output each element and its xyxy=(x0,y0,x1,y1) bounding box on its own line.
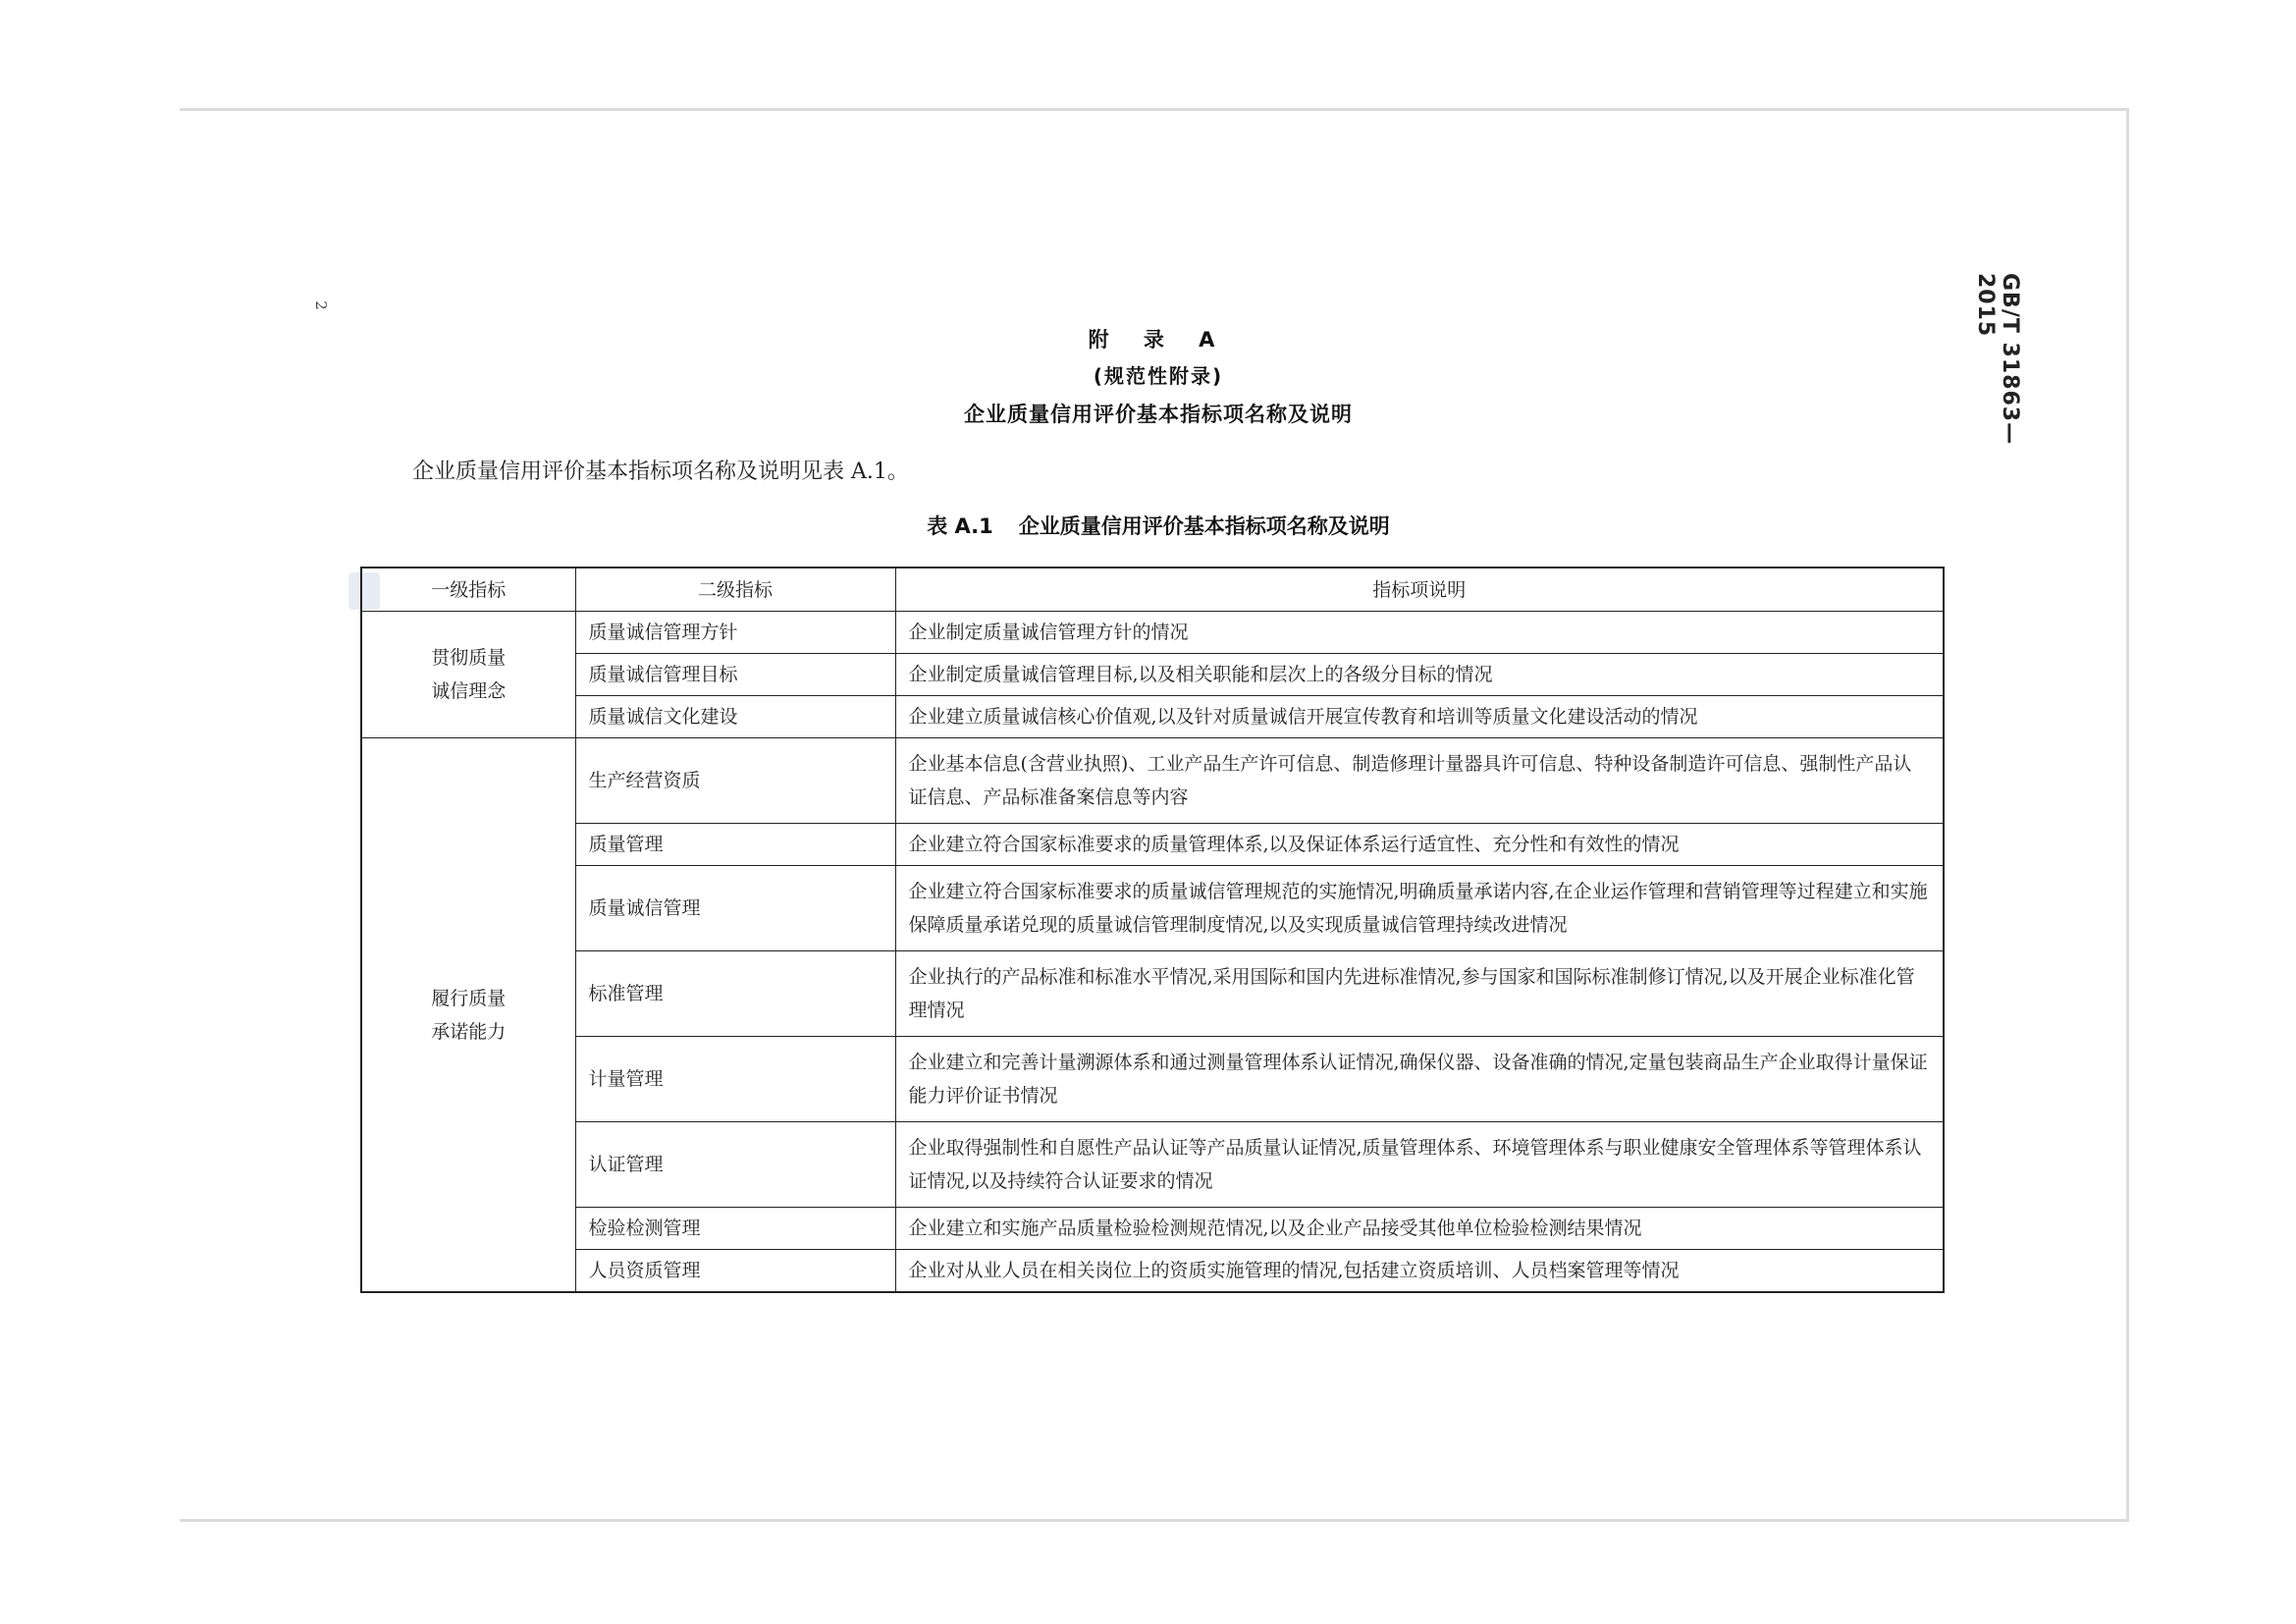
description-cell: 企业取得强制性和自愿性产品认证等产品质量认证情况,质量管理体系、环境管理体系与职业健康安全管理体系等管理体系认证情况,以及持续符合认证要求的情况 xyxy=(895,1122,1944,1208)
table-caption-title: 企业质量信用评价基本指标项名称及说明 xyxy=(1018,514,1390,538)
level2-cell: 标准管理 xyxy=(575,951,895,1037)
table-caption xyxy=(785,511,1531,540)
level1-text-line: 贯彻质量 xyxy=(431,647,507,669)
description-cell: 企业建立符合国家标准要求的质量诚信管理规范的实施情况,明确质量承诺内容,在企业运作管理和营销管理等过程建立和实施保障质量承诺兑现的质量诚信管理制度情况,以及实现质量诚信管理持续改进情况 xyxy=(895,866,1944,951)
intro-paragraph: 企业质量信用评价基本指标项名称及说明见表 A.1。 xyxy=(412,460,909,484)
level2-cell: 人员资质管理 xyxy=(575,1250,895,1293)
table-row xyxy=(361,738,1944,824)
page-number: 2 xyxy=(311,300,330,310)
description-cell: 企业建立符合国家标准要求的质量管理体系,以及保证体系运行适宜性、充分性和有效性的情况 xyxy=(895,824,1944,866)
table-row xyxy=(361,612,1944,654)
standard-code: GB/T 31863—2015 xyxy=(1973,273,2022,446)
appendix-type: (规范性附录) xyxy=(1093,364,1224,388)
table-row xyxy=(361,866,1944,951)
description-cell: 企业制定质量诚信管理方针的情况 xyxy=(895,612,1944,654)
level1-cell xyxy=(361,738,575,1293)
description-cell: 企业制定质量诚信管理目标,以及相关职能和层次上的各级分目标的情况 xyxy=(895,654,1944,696)
level2-cell: 质量诚信文化建设 xyxy=(575,696,895,738)
table-row xyxy=(361,1037,1944,1122)
level2-cell: 质量诚信管理方针 xyxy=(575,612,895,654)
level2-cell: 计量管理 xyxy=(575,1037,895,1122)
level1-text-line: 承诺能力 xyxy=(431,1020,507,1043)
page-border-top xyxy=(180,108,2129,111)
level2-cell: 质量诚信管理 xyxy=(575,866,895,951)
header-level1: 一级指标 xyxy=(361,568,575,612)
description-cell: 企业基本信息(含营业执照)、工业产品生产许可信息、制造修理计量器具许可信息、特种设备制造许可信息、强制性产品认证信息、产品标准备案信息等内容 xyxy=(895,738,1944,824)
indicator-table xyxy=(360,567,1945,1293)
level2-cell: 质量诚信管理目标 xyxy=(575,654,895,696)
level1-text-line: 诚信理念 xyxy=(431,680,507,702)
table-row xyxy=(361,696,1944,738)
table-row xyxy=(361,824,1944,866)
level1-cell xyxy=(361,612,575,738)
header-level2: 二级指标 xyxy=(575,568,895,612)
description-cell: 企业建立和实施产品质量检验检测规范情况,以及企业产品接受其他单位检验检测结果情况 xyxy=(895,1208,1944,1250)
page-border-bottom xyxy=(180,1519,2129,1522)
level2-cell: 认证管理 xyxy=(575,1122,895,1208)
description-cell: 企业建立和完善计量溯源体系和通过测量管理体系认证情况,确保仪器、设备准确的情况,定量包装商品生产企业取得计量保证能力评价证书情况 xyxy=(895,1037,1944,1122)
table-row xyxy=(361,1208,1944,1250)
table-caption-label: 表 A.1 xyxy=(927,514,993,538)
table-row xyxy=(361,654,1944,696)
page-border-right xyxy=(2126,108,2129,1522)
table-row xyxy=(361,1250,1944,1293)
table-row xyxy=(361,1122,1944,1208)
description-cell: 企业建立质量诚信核心价值观,以及针对质量诚信开展宣传教育和培训等质量文化建设活动的情况 xyxy=(895,696,1944,738)
level1-text-line: 履行质量 xyxy=(431,987,507,1009)
table-row xyxy=(361,951,1944,1037)
description-cell: 企业对从业人员在相关岗位上的资质实施管理的情况,包括建立资质培训、人员档案管理等情况 xyxy=(895,1250,1944,1293)
appendix-subject: 企业质量信用评价基本指标项名称及说明 xyxy=(964,403,1353,426)
header-description: 指标项说明 xyxy=(895,568,1944,612)
level2-cell: 质量管理 xyxy=(575,824,895,866)
appendix-title: 附 录 A xyxy=(1088,328,1229,352)
level2-cell: 检验检测管理 xyxy=(575,1208,895,1250)
description-cell: 企业执行的产品标准和标准水平情况,采用国际和国内先进标准情况,参与国家和国际标准制修订情况,以及开展企业标准化管理情况 xyxy=(895,951,1944,1037)
table-header-row xyxy=(361,568,1944,612)
level2-cell: 生产经营资质 xyxy=(575,738,895,824)
